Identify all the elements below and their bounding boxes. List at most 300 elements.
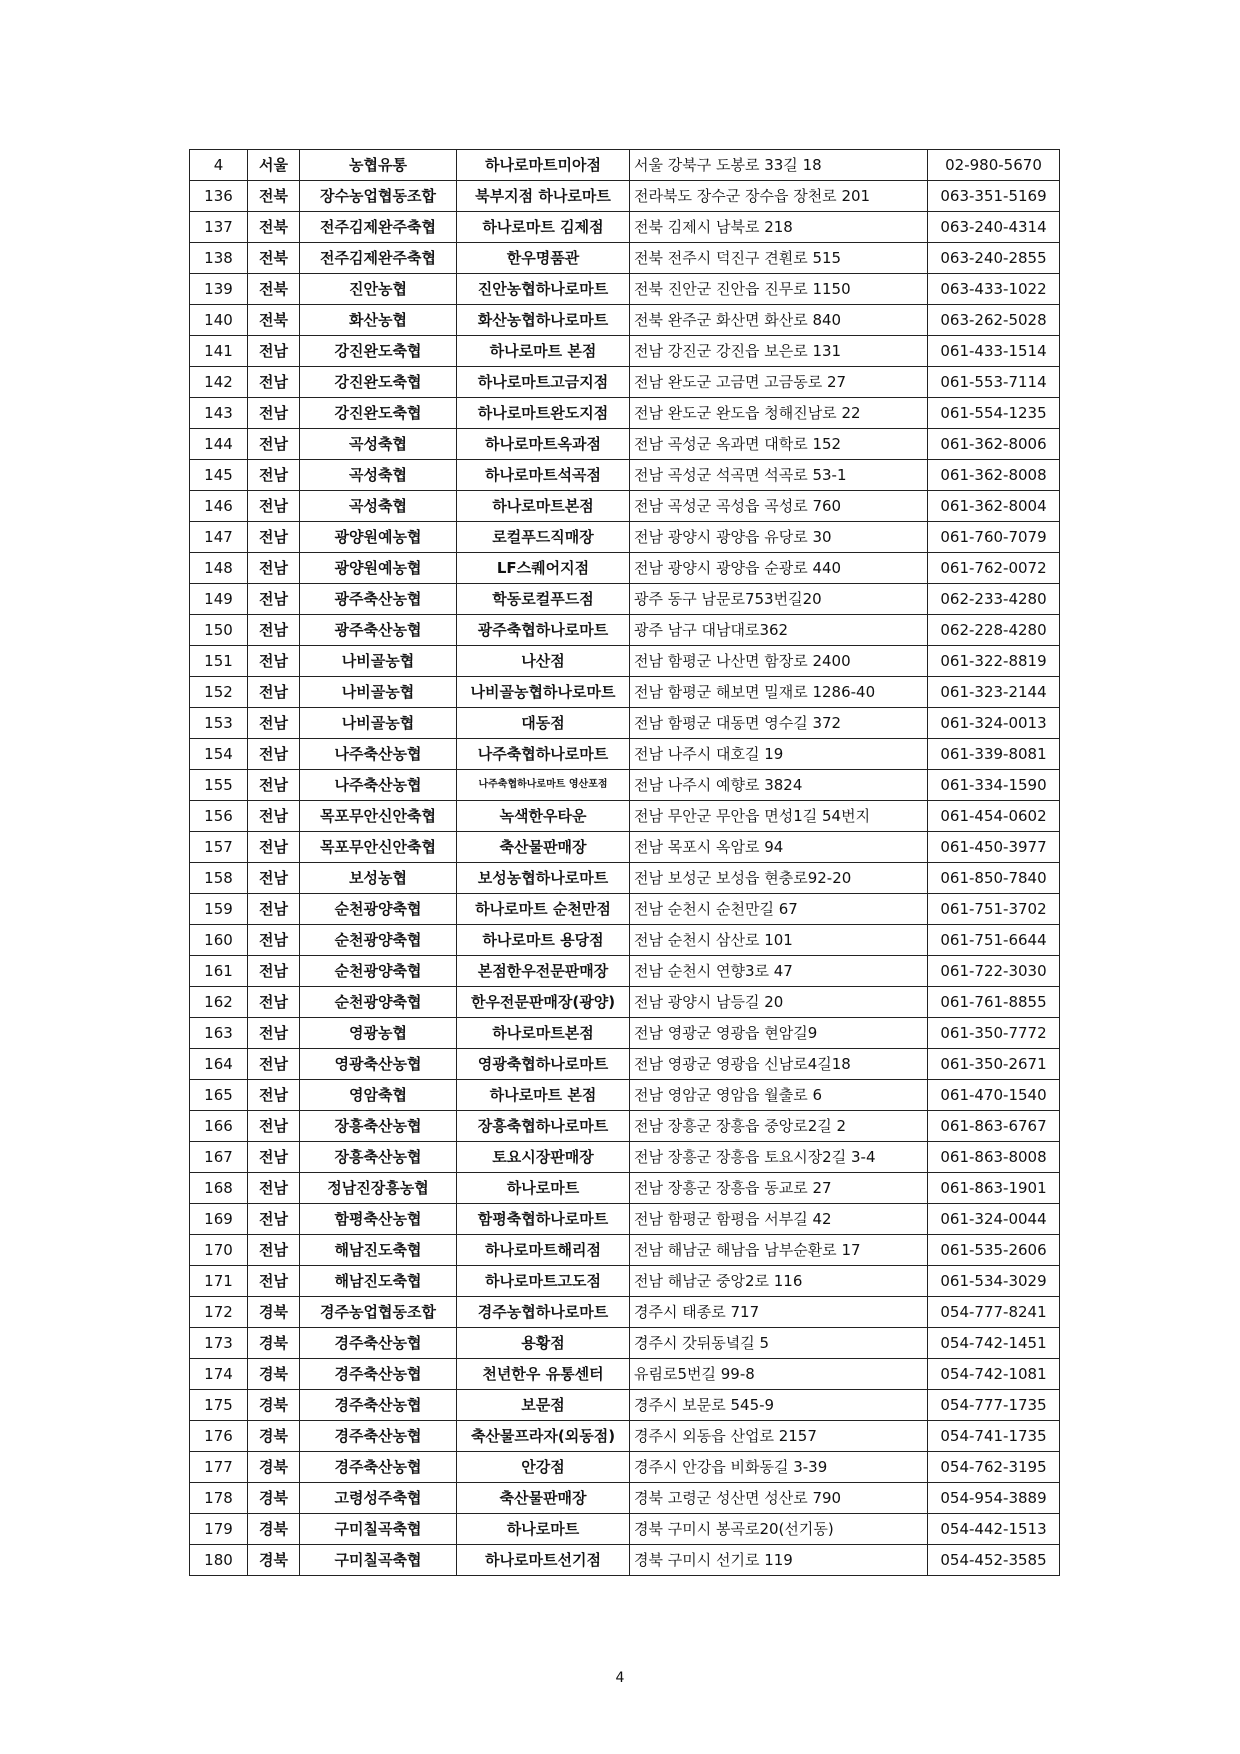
address-cell: 전북 김제시 남북로 218 [630,212,928,243]
region-cell: 전북 [248,181,300,212]
row-number-cell: 137 [190,212,248,243]
address-cell: 전남 해남군 중앙2로 116 [630,1266,928,1297]
cooperative-cell: 순천광양축협 [300,925,457,956]
address-cell: 경주시 보문로 545-9 [630,1390,928,1421]
store-name-cell: 한우전문판매장(광양) [457,987,630,1018]
region-cell: 전남 [248,925,300,956]
store-name-cell: 하나로마트해리점 [457,1235,630,1266]
phone-cell: 061-362-8008 [928,460,1060,491]
table-row [190,460,1060,491]
cooperative-cell: 진안농협 [300,274,457,305]
store-name-cell: 하나로마트고도점 [457,1266,630,1297]
row-number-cell: 149 [190,584,248,615]
table-row [190,1173,1060,1204]
row-number-cell: 144 [190,429,248,460]
cooperative-cell: 광양원예농협 [300,522,457,553]
store-name-cell: 용황점 [457,1328,630,1359]
store-name-cell: 하나로마트 본점 [457,336,630,367]
region-cell: 전남 [248,987,300,1018]
row-number-cell: 136 [190,181,248,212]
store-name-cell: 하나로마트 김제점 [457,212,630,243]
cooperative-cell: 영광농협 [300,1018,457,1049]
table-row [190,925,1060,956]
table-row [190,1545,1060,1576]
table-row [190,1390,1060,1421]
row-number-cell: 168 [190,1173,248,1204]
address-cell: 전남 곡성군 곡성읍 곡성로 760 [630,491,928,522]
phone-cell: 061-362-8006 [928,429,1060,460]
page-number: 4 [615,1670,625,1686]
table-row [190,708,1060,739]
store-name-cell: 나주축협하나로마트 영산포점 [457,770,630,801]
address-cell: 전라북도 장수군 장수읍 장천로 201 [630,181,928,212]
phone-cell: 063-433-1022 [928,274,1060,305]
cooperative-cell: 보성농협 [300,863,457,894]
phone-cell: 061-339-8081 [928,739,1060,770]
row-number-cell: 161 [190,956,248,987]
phone-cell: 061-761-8855 [928,987,1060,1018]
phone-cell: 061-433-1514 [928,336,1060,367]
cooperative-cell: 장흥축산농협 [300,1111,457,1142]
row-number-cell: 170 [190,1235,248,1266]
phone-cell: 054-762-3195 [928,1452,1060,1483]
store-name-cell: 축산물판매장 [457,1483,630,1514]
address-cell: 전남 장흥군 장흥읍 동교로 27 [630,1173,928,1204]
address-cell: 전남 영암군 영암읍 월출로 6 [630,1080,928,1111]
table-row [190,1080,1060,1111]
store-name-cell: 하나로마트고금지점 [457,367,630,398]
table-row [190,429,1060,460]
region-cell: 전남 [248,832,300,863]
store-name-cell: 학동로컬푸드점 [457,584,630,615]
row-number-cell: 148 [190,553,248,584]
row-number-cell: 165 [190,1080,248,1111]
store-name-cell: 하나로마트본점 [457,1018,630,1049]
region-cell: 전남 [248,863,300,894]
table-row [190,336,1060,367]
cooperative-cell: 나비골농협 [300,646,457,677]
row-number-cell: 160 [190,925,248,956]
row-number-cell: 150 [190,615,248,646]
cooperative-cell: 곡성축협 [300,491,457,522]
table-row [190,522,1060,553]
row-number-cell: 4 [190,150,248,181]
store-name-cell: 북부지점 하나로마트 [457,181,630,212]
region-cell: 전남 [248,615,300,646]
phone-cell: 061-553-7114 [928,367,1060,398]
table-row [190,770,1060,801]
address-cell: 전남 나주시 예향로 3824 [630,770,928,801]
table-row [190,615,1060,646]
row-number-cell: 176 [190,1421,248,1452]
address-cell: 전북 진안군 진안읍 진무로 1150 [630,274,928,305]
region-cell: 경북 [248,1483,300,1514]
region-cell: 전남 [248,646,300,677]
cooperative-cell: 목포무안신안축협 [300,832,457,863]
address-cell: 전남 영광군 영광읍 현암길9 [630,1018,928,1049]
cooperative-cell: 순천광양축협 [300,987,457,1018]
region-cell: 전북 [248,243,300,274]
address-cell: 전남 함평군 해보면 밀재로 1286-40 [630,677,928,708]
phone-cell: 061-762-0072 [928,553,1060,584]
phone-cell: 061-470-1540 [928,1080,1060,1111]
row-number-cell: 153 [190,708,248,739]
address-cell: 전남 목포시 옥암로 94 [630,832,928,863]
phone-cell: 054-742-1081 [928,1359,1060,1390]
row-number-cell: 159 [190,894,248,925]
region-cell: 전남 [248,1111,300,1142]
store-name-cell: 하나로마트 본점 [457,1080,630,1111]
phone-cell: 061-334-1590 [928,770,1060,801]
row-number-cell: 173 [190,1328,248,1359]
row-number-cell: 178 [190,1483,248,1514]
store-name-cell: 화산농협하나로마트 [457,305,630,336]
store-name-cell: 축산물프라자(외동점) [457,1421,630,1452]
address-cell: 전북 완주군 화산면 화산로 840 [630,305,928,336]
phone-cell: 061-350-7772 [928,1018,1060,1049]
store-name-cell: 장흥축협하나로마트 [457,1111,630,1142]
region-cell: 전남 [248,1266,300,1297]
store-name-cell: 나비골농협하나로마트 [457,677,630,708]
region-cell: 전남 [248,584,300,615]
region-cell: 전북 [248,212,300,243]
table-row [190,274,1060,305]
table-row [190,1297,1060,1328]
cooperative-cell: 목포무안신안축협 [300,801,457,832]
table-row [190,1204,1060,1235]
phone-cell: 061-863-6767 [928,1111,1060,1142]
address-cell: 전남 보성군 보성읍 현충로92-20 [630,863,928,894]
store-name-cell: 하나로마트 [457,1514,630,1545]
region-cell: 경북 [248,1545,300,1576]
row-number-cell: 169 [190,1204,248,1235]
phone-cell: 061-751-3702 [928,894,1060,925]
row-number-cell: 177 [190,1452,248,1483]
address-cell: 전남 광양시 광양읍 유당로 30 [630,522,928,553]
phone-cell: 061-350-2671 [928,1049,1060,1080]
phone-cell: 054-777-1735 [928,1390,1060,1421]
cooperative-cell: 함평축산농협 [300,1204,457,1235]
cooperative-cell: 광양원예농협 [300,553,457,584]
address-cell: 전남 곡성군 옥과면 대학로 152 [630,429,928,460]
cooperative-cell: 강진완도축협 [300,398,457,429]
region-cell: 전남 [248,491,300,522]
table-row [190,987,1060,1018]
cooperative-cell: 영암축협 [300,1080,457,1111]
region-cell: 전북 [248,274,300,305]
region-cell: 경북 [248,1390,300,1421]
address-cell: 전남 광양시 남등길 20 [630,987,928,1018]
cooperative-cell: 곡성축협 [300,429,457,460]
address-cell: 경북 구미시 봉곡로20(선기동) [630,1514,928,1545]
store-name-cell: 하나로마트선기점 [457,1545,630,1576]
address-cell: 유림로5번길 99-8 [630,1359,928,1390]
cooperative-cell: 장수농업협동조합 [300,181,457,212]
region-cell: 전남 [248,801,300,832]
address-cell: 경북 구미시 선기로 119 [630,1545,928,1576]
cooperative-cell: 나비골농협 [300,708,457,739]
table-row [190,243,1060,274]
cooperative-cell: 광주축산농협 [300,615,457,646]
store-name-cell: 하나로마트완도지점 [457,398,630,429]
row-number-cell: 167 [190,1142,248,1173]
phone-cell: 061-324-0044 [928,1204,1060,1235]
cooperative-cell: 나주축산농협 [300,739,457,770]
store-name-cell: 하나로마트옥과점 [457,429,630,460]
store-name-cell: 영광축협하나로마트 [457,1049,630,1080]
row-number-cell: 147 [190,522,248,553]
table-row [190,553,1060,584]
row-number-cell: 164 [190,1049,248,1080]
address-cell: 전남 장흥군 장흥읍 중앙로2길 2 [630,1111,928,1142]
row-number-cell: 175 [190,1390,248,1421]
table-row [190,1018,1060,1049]
row-number-cell: 158 [190,863,248,894]
row-number-cell: 145 [190,460,248,491]
cooperative-cell: 경주축산농협 [300,1328,457,1359]
table-row [190,1266,1060,1297]
store-name-cell: LF스퀘어지점 [457,553,630,584]
store-name-cell: 진안농협하나로마트 [457,274,630,305]
region-cell: 전남 [248,367,300,398]
region-cell: 경북 [248,1359,300,1390]
table-row [190,832,1060,863]
row-number-cell: 138 [190,243,248,274]
phone-cell: 061-324-0013 [928,708,1060,739]
table-row [190,212,1060,243]
table-row [190,305,1060,336]
region-cell: 경북 [248,1514,300,1545]
store-name-cell: 보문점 [457,1390,630,1421]
region-cell: 전남 [248,460,300,491]
table-row [190,491,1060,522]
address-cell: 서울 강북구 도봉로 33길 18 [630,150,928,181]
phone-cell: 02-980-5670 [928,150,1060,181]
store-name-cell: 보성농협하나로마트 [457,863,630,894]
region-cell: 전북 [248,305,300,336]
address-cell: 전남 광양시 광양읍 순광로 440 [630,553,928,584]
row-number-cell: 154 [190,739,248,770]
cooperative-cell: 구미칠곡축협 [300,1514,457,1545]
store-name-cell: 나주축협하나로마트 [457,739,630,770]
cooperative-cell: 경주축산농협 [300,1390,457,1421]
cooperative-cell: 구미칠곡축협 [300,1545,457,1576]
region-cell: 전남 [248,708,300,739]
store-name-cell: 한우명품관 [457,243,630,274]
cooperative-cell: 해남진도축협 [300,1235,457,1266]
cooperative-cell: 장흥축산농협 [300,1142,457,1173]
region-cell: 전남 [248,1049,300,1080]
address-cell: 전남 곡성군 석곡면 석곡로 53-1 [630,460,928,491]
table-body [190,150,1060,1576]
address-cell: 전남 완도군 완도읍 청해진남로 22 [630,398,928,429]
store-name-cell: 천년한우 유통센터 [457,1359,630,1390]
cooperative-cell: 해남진도축협 [300,1266,457,1297]
address-cell: 전북 전주시 덕진구 견훤로 515 [630,243,928,274]
region-cell: 전남 [248,1018,300,1049]
phone-cell: 054-954-3889 [928,1483,1060,1514]
region-cell: 전남 [248,553,300,584]
region-cell: 전남 [248,1235,300,1266]
store-name-cell: 함평축협하나로마트 [457,1204,630,1235]
table-row [190,677,1060,708]
region-cell: 전남 [248,336,300,367]
store-name-cell: 로컬푸드직매장 [457,522,630,553]
table-row [190,739,1060,770]
store-name-cell: 경주농협하나로마트 [457,1297,630,1328]
cooperative-cell: 나비골농협 [300,677,457,708]
cooperative-cell: 전주김제완주축협 [300,212,457,243]
table-row [190,1142,1060,1173]
region-cell: 경북 [248,1452,300,1483]
phone-cell: 061-863-8008 [928,1142,1060,1173]
region-cell: 경북 [248,1421,300,1452]
cooperative-cell: 경주축산농협 [300,1359,457,1390]
row-number-cell: 157 [190,832,248,863]
cooperative-cell: 광주축산농협 [300,584,457,615]
row-number-cell: 180 [190,1545,248,1576]
row-number-cell: 143 [190,398,248,429]
row-number-cell: 156 [190,801,248,832]
phone-cell: 061-534-3029 [928,1266,1060,1297]
phone-cell: 063-240-2855 [928,243,1060,274]
store-name-cell: 광주축협하나로마트 [457,615,630,646]
phone-cell: 061-722-3030 [928,956,1060,987]
store-name-cell: 본점한우전문판매장 [457,956,630,987]
row-number-cell: 152 [190,677,248,708]
cooperative-cell: 고령성주축협 [300,1483,457,1514]
region-cell: 전남 [248,1204,300,1235]
store-name-cell: 하나로마트 [457,1173,630,1204]
row-number-cell: 171 [190,1266,248,1297]
address-cell: 전남 무안군 무안읍 면성1길 54번지 [630,801,928,832]
phone-cell: 061-450-3977 [928,832,1060,863]
phone-cell: 062-228-4280 [928,615,1060,646]
address-cell: 광주 동구 남문로753번길20 [630,584,928,615]
region-cell: 서울 [248,150,300,181]
table-row [190,956,1060,987]
address-cell: 전남 함평군 함평읍 서부길 42 [630,1204,928,1235]
row-number-cell: 163 [190,1018,248,1049]
table-row [190,181,1060,212]
table-row [190,584,1060,615]
table-row [190,1483,1060,1514]
table-row [190,150,1060,181]
phone-cell: 061-322-8819 [928,646,1060,677]
region-cell: 전남 [248,1142,300,1173]
phone-cell: 061-323-2144 [928,677,1060,708]
address-cell: 전남 나주시 대호길 19 [630,739,928,770]
store-name-cell: 토요시장판매장 [457,1142,630,1173]
table-row [190,1235,1060,1266]
phone-cell: 054-452-3585 [928,1545,1060,1576]
cooperative-cell: 순천광양축협 [300,894,457,925]
address-cell: 전남 완도군 고금면 고금동로 27 [630,367,928,398]
cooperative-cell: 강진완도축협 [300,336,457,367]
region-cell: 전남 [248,739,300,770]
region-cell: 경북 [248,1297,300,1328]
cooperative-cell: 정남진장흥농협 [300,1173,457,1204]
region-cell: 전남 [248,522,300,553]
store-name-cell: 하나로마트 순천만점 [457,894,630,925]
region-cell: 전남 [248,677,300,708]
phone-cell: 054-741-1735 [928,1421,1060,1452]
row-number-cell: 141 [190,336,248,367]
address-cell: 경주시 갓뒤동녘길 5 [630,1328,928,1359]
store-name-cell: 축산물판매장 [457,832,630,863]
region-cell: 전남 [248,894,300,925]
region-cell: 전남 [248,1080,300,1111]
phone-cell: 061-362-8004 [928,491,1060,522]
phone-cell: 054-742-1451 [928,1328,1060,1359]
table-row [190,801,1060,832]
address-cell: 광주 남구 대남대로362 [630,615,928,646]
phone-cell: 061-535-2606 [928,1235,1060,1266]
cooperative-cell: 화산농협 [300,305,457,336]
phone-cell: 061-850-7840 [928,863,1060,894]
cooperative-cell: 강진완도축협 [300,367,457,398]
phone-cell: 063-262-5028 [928,305,1060,336]
cooperative-cell: 순천광양축협 [300,956,457,987]
address-cell: 전남 순천시 삼산로 101 [630,925,928,956]
cooperative-cell: 경주농업협동조합 [300,1297,457,1328]
row-number-cell: 139 [190,274,248,305]
table-row [190,1049,1060,1080]
table-row [190,1452,1060,1483]
region-cell: 경북 [248,1328,300,1359]
address-cell: 경주시 외동읍 산업로 2157 [630,1421,928,1452]
phone-cell: 063-240-4314 [928,212,1060,243]
table-row [190,1359,1060,1390]
address-cell: 경주시 안강읍 비화동길 3-39 [630,1452,928,1483]
store-name-cell: 하나로마트미아점 [457,150,630,181]
address-cell: 전남 영광군 영광읍 신남로4길18 [630,1049,928,1080]
row-number-cell: 166 [190,1111,248,1142]
address-cell: 전남 순천시 연향3로 47 [630,956,928,987]
region-cell: 전남 [248,398,300,429]
address-cell: 전남 함평군 나산면 함장로 2400 [630,646,928,677]
store-name-cell: 녹색한우타운 [457,801,630,832]
cooperative-cell: 영광축산농협 [300,1049,457,1080]
cooperative-cell: 곡성축협 [300,460,457,491]
phone-cell: 061-751-6644 [928,925,1060,956]
phone-cell: 061-454-0602 [928,801,1060,832]
row-number-cell: 179 [190,1514,248,1545]
store-name-cell: 하나로마트본점 [457,491,630,522]
store-name-cell: 나산점 [457,646,630,677]
row-number-cell: 155 [190,770,248,801]
address-cell: 전남 해남군 해남읍 남부순환로 17 [630,1235,928,1266]
cooperative-cell: 농협유통 [300,150,457,181]
row-number-cell: 172 [190,1297,248,1328]
table-row [190,1514,1060,1545]
store-name-cell: 하나로마트석곡점 [457,460,630,491]
address-cell: 전남 장흥군 장흥읍 토요시장2길 3-4 [630,1142,928,1173]
table-row [190,646,1060,677]
address-cell: 전남 순천시 순천만길 67 [630,894,928,925]
cooperative-cell: 경주축산농협 [300,1421,457,1452]
table-row [190,1421,1060,1452]
table-row [190,1111,1060,1142]
phone-cell: 054-777-8241 [928,1297,1060,1328]
table-row [190,863,1060,894]
store-list-table [189,149,1060,1576]
region-cell: 전남 [248,429,300,460]
phone-cell: 054-442-1513 [928,1514,1060,1545]
address-cell: 경주시 태종로 717 [630,1297,928,1328]
row-number-cell: 151 [190,646,248,677]
address-cell: 경북 고령군 성산면 성산로 790 [630,1483,928,1514]
